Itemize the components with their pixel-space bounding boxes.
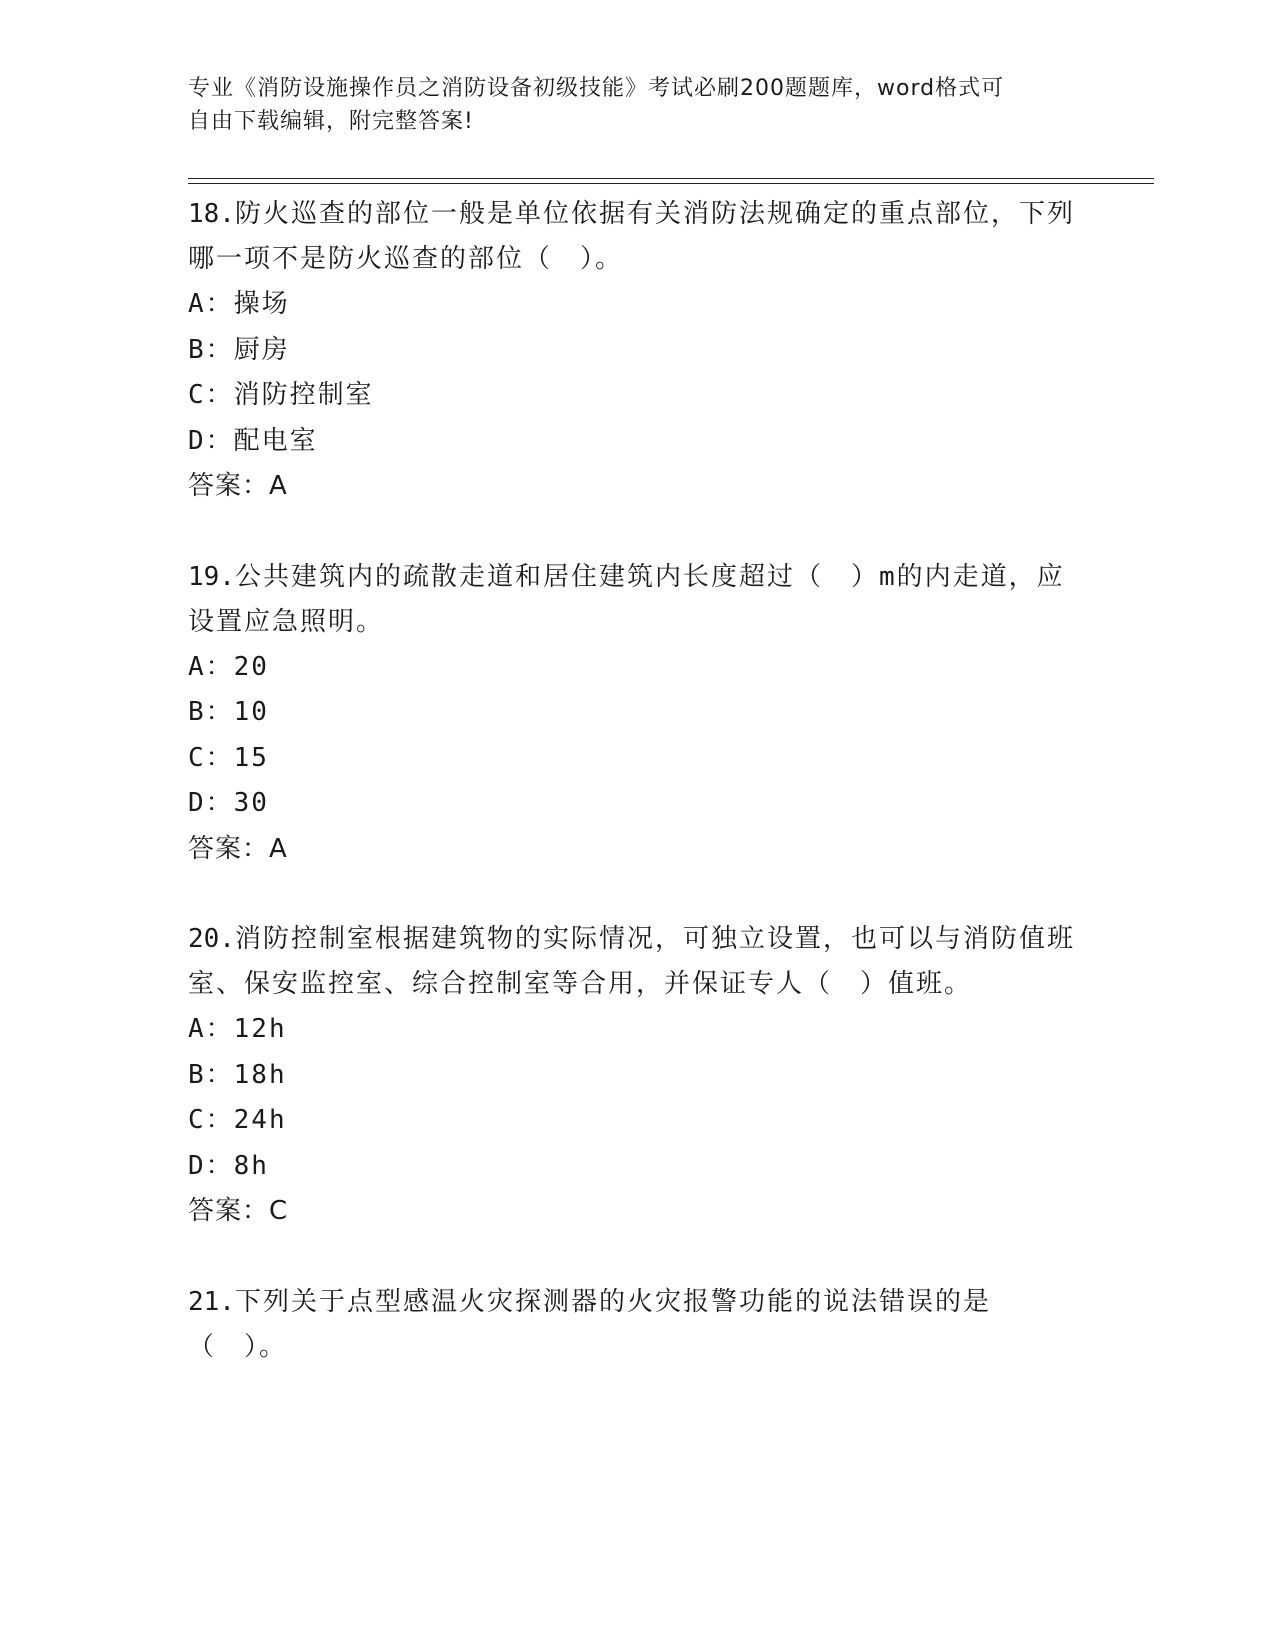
option-text: 消防控制室 [233, 380, 374, 410]
question-text: 防火巡查的部位一般是单位依据有关消防法规确定的重点部位，下列哪一项不是防火巡查的部位（ ）。 [188, 199, 1075, 274]
option-c [188, 1098, 1088, 1144]
option-d [188, 781, 1088, 827]
option-label: D： [188, 425, 234, 456]
option-label: B： [188, 697, 234, 727]
question-list [188, 192, 1088, 1415]
option-a [188, 1007, 1088, 1053]
option-c [188, 373, 1088, 419]
option-text: 18h [233, 1059, 287, 1090]
question-text: 公共建筑内的疏散走道和居住建筑内长度超过（ ）m的内走道，应设置应急照明。 [188, 561, 1065, 637]
option-label: C： [188, 380, 234, 410]
option-text: 8h [233, 1150, 269, 1181]
option-text: 24h [233, 1105, 287, 1135]
option-d [188, 1144, 1088, 1190]
option-label: C： [188, 1105, 234, 1135]
option-label: D： [188, 1150, 234, 1181]
question-stem [188, 555, 1088, 645]
question-19 [188, 555, 1088, 873]
question-number: 18. [188, 199, 235, 229]
option-b [188, 690, 1088, 736]
question-stem [188, 192, 1088, 282]
question-number: 21. [188, 1286, 235, 1317]
option-d [188, 419, 1088, 465]
option-label: A： [188, 1014, 234, 1044]
option-text: 操场 [233, 289, 290, 319]
option-label: A： [188, 289, 234, 319]
option-label: B： [188, 334, 234, 365]
header-line-1: 专业《消防设施操作员之消防设备初级技能》考试必刷200题题库，word格式可 [188, 76, 1005, 101]
question-number: 19. [188, 561, 235, 592]
option-text: 配电室 [233, 425, 318, 456]
question-number: 20. [188, 924, 235, 954]
option-a [188, 645, 1088, 691]
option-text: 20 [233, 651, 269, 682]
answer-line: 答案：C [188, 1196, 289, 1226]
option-text: 厨房 [233, 334, 290, 365]
option-label: A： [188, 651, 234, 682]
header-divider-bottom [188, 183, 1154, 184]
option-label: D： [188, 788, 234, 818]
question-18 [188, 192, 1088, 510]
option-text: 12h [233, 1014, 287, 1044]
option-a [188, 282, 1088, 328]
question-text: 消防控制室根据建筑物的实际情况，可独立设置，也可以与消防值班室、保安监控室、综合控制室等合用，并保证专人（ ）值班。 [188, 924, 1075, 999]
option-text: 30 [233, 788, 269, 818]
question-21 [188, 1280, 1088, 1370]
header-divider-top [188, 178, 1154, 179]
question-stem [188, 1280, 1088, 1370]
answer-line: 答案：A [188, 833, 288, 864]
option-label: B： [188, 1059, 234, 1090]
document-header [188, 72, 1068, 138]
answer-line: 答案：A [188, 471, 288, 501]
option-c [188, 736, 1088, 782]
header-line-2: 自由下载编辑，附完整答案! [188, 109, 474, 134]
question-20 [188, 917, 1088, 1235]
option-b [188, 1053, 1088, 1099]
question-stem [188, 917, 1088, 1007]
option-text: 10 [233, 697, 269, 727]
option-b [188, 328, 1088, 374]
question-text: 下列关于点型感温火灾探测器的火灾报警功能的说法错误的是（ ）。 [188, 1286, 991, 1362]
option-label: C： [188, 742, 234, 773]
option-text: 15 [233, 742, 269, 773]
